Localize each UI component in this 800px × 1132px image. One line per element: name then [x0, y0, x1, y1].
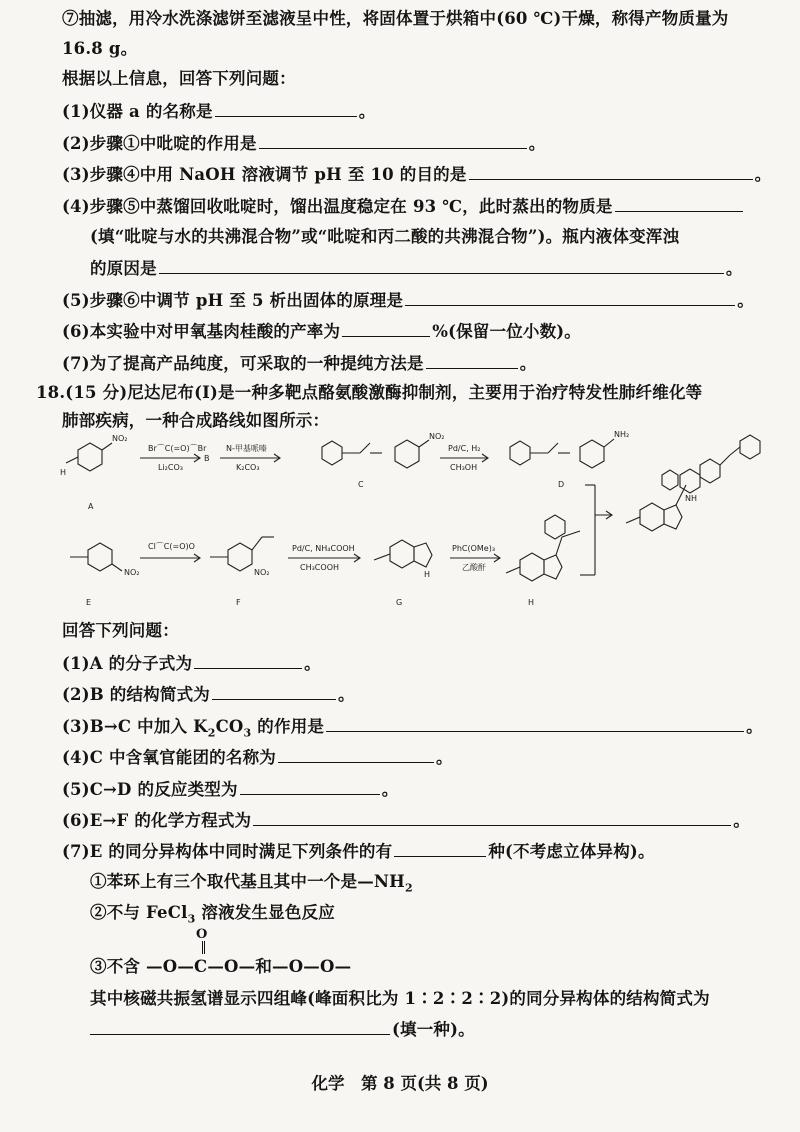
- answer-blank[interactable]: [469, 163, 753, 180]
- answer-blank[interactable]: [326, 715, 744, 732]
- answer-blank[interactable]: [215, 100, 357, 117]
- question-18-2: (2)B 的结构简式为 。: [62, 685, 355, 704]
- answer-blank[interactable]: [426, 352, 518, 369]
- question-4a: (4)步骤⑤中蒸馏回收吡啶时，馏出温度稳定在 93 ℃，此时蒸出的物质是: [62, 195, 745, 218]
- answer-blank[interactable]: [90, 1018, 390, 1035]
- scheme-label: NO₂: [254, 568, 270, 577]
- compound-label-b: B: [204, 454, 210, 463]
- question-2: (2)步骤①中吡啶的作用是 。: [62, 134, 546, 153]
- scheme-label: NO₂: [429, 432, 445, 441]
- question-3: (3)步骤④中用 NaOH 溶液调节 pH 至 10 的目的是 。: [62, 165, 772, 184]
- page-footer: 化学 第 8 页(共 8 页): [311, 1074, 489, 1093]
- compound-label-e: E: [86, 598, 92, 607]
- reagent-label: Pd/C, NH₄COOH: [292, 544, 355, 553]
- scheme-label: NH₂: [614, 430, 630, 439]
- question-6: (6)本实验中对甲氧基肉桂酸的产率为 %(保留一位小数)。: [62, 322, 581, 341]
- nmr-answer: (填一种)。: [90, 1018, 475, 1041]
- question-18-6: (6)E→F 的化学方程式为 。: [62, 811, 750, 830]
- reagent-label: Br⌒C(=O)⌒Br: [148, 444, 207, 453]
- compound-label-d: D: [558, 480, 565, 489]
- answer-blank[interactable]: [159, 257, 724, 274]
- answer-blank[interactable]: [212, 683, 336, 700]
- answer-blank[interactable]: [394, 840, 486, 857]
- answer-blank[interactable]: [278, 746, 434, 763]
- condition-1: ①苯环上有三个取代基且其中一个是$—NH_2$: [90, 872, 413, 895]
- question-18-3: (3)B→C 中加入 $K_2CO_3$ 的作用是 。: [62, 717, 763, 740]
- reagent-label: Cl⌒C(=O)O: [148, 542, 195, 551]
- scheme-label: H: [60, 468, 67, 477]
- compound-label-a: A: [88, 502, 94, 511]
- condition-3: ③不含 —O—C—O—和—O—O—: [90, 957, 352, 976]
- answer-blank[interactable]: [405, 289, 735, 306]
- reagent-label: CH₃OH: [450, 463, 478, 472]
- question-4b: (填“吡啶与水的共沸混合物”或“吡啶和丙二酸的共沸混合物”)。瓶内液体变浑浊: [90, 227, 680, 246]
- reagent-label: CH₃COOH: [300, 563, 340, 572]
- question-4c: 的原因是 。: [90, 259, 743, 278]
- question-5: (5)步骤⑥中调节 pH 至 5 析出固体的原理是 。: [62, 291, 754, 310]
- question-7: (7)为了提高产品纯度，可采取的一种提纯方法是 。: [62, 354, 537, 373]
- scheme-label: NH: [685, 494, 697, 503]
- scheme-label: NO₂: [112, 434, 128, 443]
- problem-18-intro: 肺部疾病，一种合成路线如图所示：: [62, 411, 330, 430]
- question-18-1: (1)A 的分子式为 。: [62, 654, 321, 673]
- compound-label-g: G: [396, 598, 403, 607]
- problem-18-heading: 18.(15 分)尼达尼布(I)是一种多靶点酪氨酸激酶抑制剂，主要用于治疗特发性肺纤维化等: [36, 383, 703, 402]
- reagent-label: PhC(OMe)₃: [452, 544, 496, 553]
- reagent-label: K₂CO₃: [236, 463, 260, 472]
- answer-blank[interactable]: [253, 809, 731, 826]
- nmr-question: 其中核磁共振氢谱显示四组峰(峰面积比为 1∶2∶2∶2)的同分异构体的结构简式为: [90, 989, 710, 1008]
- reagent-label: Pd/C, H₂: [448, 444, 481, 453]
- scheme-label: NO₂: [124, 568, 140, 577]
- reagent-label: Li₂CO₃: [158, 463, 183, 472]
- compound-label-h: H: [528, 598, 535, 607]
- question-18-7: (7)E 的同分异构体中同时满足下列条件的有 种(不考虑立体异构)。: [62, 842, 655, 861]
- answer-blank[interactable]: [194, 652, 302, 669]
- question-18-5: (5)C→D 的反应类型为 。: [62, 780, 399, 799]
- carbonyl-oxygen: O: [196, 927, 208, 942]
- reagent-label: N-甲基哌嗪: [226, 444, 267, 453]
- carbonyl-double-bond: [202, 941, 206, 954]
- answer-blank[interactable]: [342, 320, 430, 337]
- condition-2: ②不与 FeCl$_3$ 溶液发生显色反应: [90, 903, 335, 926]
- question-1: (1)仪器 a 的名称是 。: [62, 102, 376, 121]
- text-line-instruction: 根据以上信息，回答下列问题：: [62, 69, 296, 88]
- answer-blank[interactable]: [615, 195, 743, 212]
- answer-blank[interactable]: [240, 778, 380, 795]
- answer-section-title: 回答下列问题：: [62, 621, 179, 640]
- text-line-mass: 16.8 g。: [62, 39, 138, 58]
- compound-label-c: C: [358, 480, 364, 489]
- question-18-4: (4)C 中含氧官能团的名称为 。: [62, 748, 453, 767]
- reagent-label: 乙酸酐: [462, 563, 486, 572]
- compound-label-f: F: [236, 598, 241, 607]
- text-line-step7: ⑦抽滤，用冷水洗涤滤饼至滤液呈中性，将固体置于烘箱中(60 ℃)干燥，称得产物质量为: [62, 9, 729, 28]
- answer-blank[interactable]: [259, 132, 527, 149]
- synthesis-route-diagram: [40, 425, 780, 615]
- scheme-label: H: [424, 570, 431, 579]
